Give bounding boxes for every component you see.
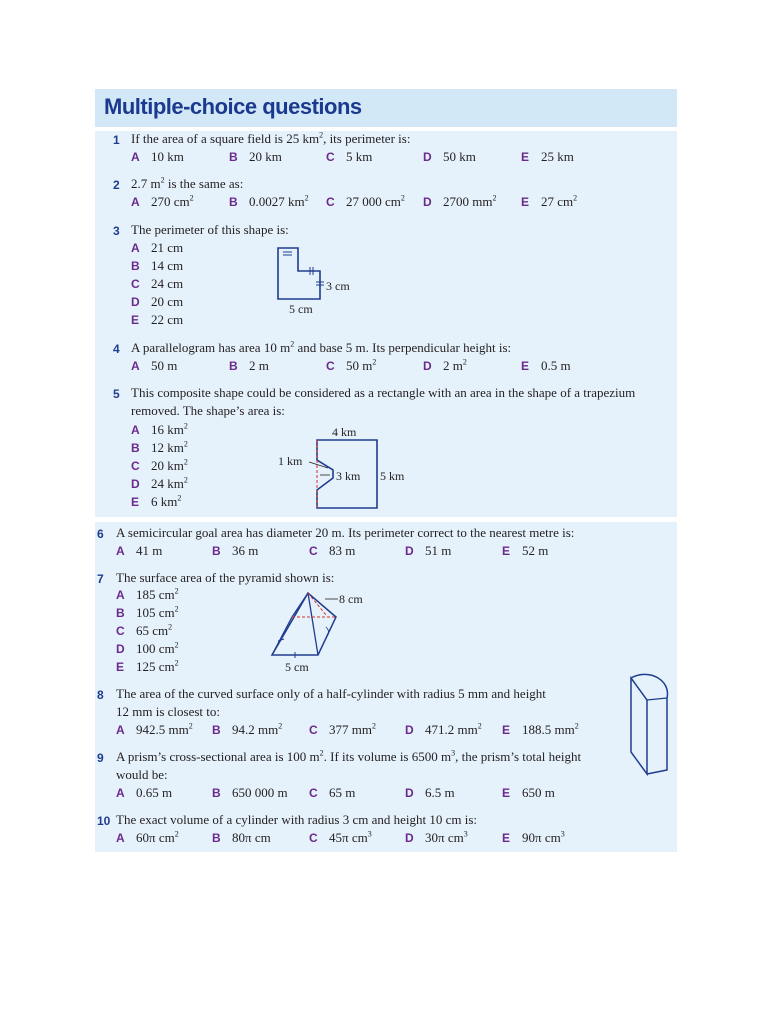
option-answer[interactable]: 27 $cm^2$ (541, 193, 578, 209)
option-letter-c[interactable]: C (116, 624, 125, 638)
option-answer[interactable]: 16 $km^2$ (151, 421, 188, 437)
option-letter-b[interactable]: B (229, 359, 238, 373)
option-letter-e[interactable]: E (131, 495, 140, 509)
option-answer[interactable]: 20 cm (151, 294, 184, 309)
option-letter-a[interactable]: A (116, 544, 125, 558)
option-answer[interactable]: 21 cm (151, 240, 184, 255)
question-number: 4 (113, 342, 120, 356)
option-letter-c[interactable]: C (131, 459, 140, 473)
question-text: The surface area of the pyramid shown is: (116, 570, 335, 585)
option-answer[interactable]: 2 m (249, 358, 269, 373)
option-letter-c[interactable]: C (309, 831, 318, 845)
question-number: 3 (113, 224, 120, 238)
option-letter-c[interactable]: C (309, 786, 318, 800)
option-answer[interactable]: 60π $cm^2$ (136, 829, 179, 845)
question-number: 9 (97, 751, 104, 765)
q8-half-cylinder-figure (625, 670, 677, 778)
option-answer[interactable]: 0.65 m (136, 785, 173, 800)
option-answer[interactable]: 51 m (425, 543, 452, 558)
question-number: 6 (97, 527, 104, 541)
question-text: This composite shape could be considered as a rectangle with an area in the shape of a trapezium (131, 385, 636, 400)
question-text: removed. The shape’s area is: (131, 403, 285, 418)
option-answer[interactable]: 36 m (232, 543, 259, 558)
option-answer[interactable]: 6 $km^2$ (151, 493, 182, 509)
option-letter-d[interactable]: D (405, 786, 414, 800)
option-letter-d[interactable]: D (131, 295, 140, 309)
option-letter-a[interactable]: A (131, 359, 140, 373)
option-letter-b[interactable]: B (131, 259, 140, 273)
option-answer[interactable]: 185 $cm^2$ (136, 586, 179, 602)
option-answer[interactable]: 10 km (151, 149, 184, 164)
option-letter-b[interactable]: B (229, 150, 238, 164)
option-letter-e[interactable]: E (502, 723, 511, 737)
question-text: The perimeter of this shape is: (131, 222, 289, 237)
option-answer[interactable]: 471.2 $mm^2$ (425, 721, 482, 737)
option-letter-c[interactable]: C (131, 277, 140, 291)
option-letter-b[interactable]: B (116, 606, 125, 620)
option-answer[interactable]: 80π cm (232, 830, 271, 845)
option-letter-d[interactable]: D (405, 831, 414, 845)
q7-figure (268, 587, 378, 677)
question-number: 7 (97, 572, 104, 586)
question-number: 10 (97, 814, 111, 828)
option-answer[interactable]: 100 $cm^2$ (136, 640, 179, 656)
q3-figure (270, 238, 370, 320)
option-answer[interactable]: 24 cm (151, 276, 184, 291)
option-letter-d[interactable]: D (405, 723, 414, 737)
option-letter-d[interactable]: D (116, 642, 125, 656)
option-letter-b[interactable]: B (212, 723, 221, 737)
option-letter-a[interactable]: A (131, 195, 140, 209)
option-letter-b[interactable]: B (131, 441, 140, 455)
option-answer[interactable]: 125 $cm^2$ (136, 658, 179, 674)
question-text: A semicircular goal area has diameter 20 m. Its perimeter correct to the nearest metre is: (116, 525, 575, 540)
question-text: If the area of a square field is 25 $km^2$, its perimeter is: (131, 130, 411, 146)
option-answer[interactable]: 22 cm (151, 312, 184, 327)
question-number: 8 (97, 688, 104, 702)
question-number: 2 (113, 178, 120, 192)
option-letter-b[interactable]: B (212, 831, 221, 845)
option-letter-a[interactable]: A (116, 786, 125, 800)
option-letter-e[interactable]: E (502, 544, 511, 558)
option-answer[interactable]: 0.5 m (541, 358, 571, 373)
option-letter-b[interactable]: B (229, 195, 238, 209)
option-letter-a[interactable]: A (131, 150, 140, 164)
option-letter-d[interactable]: D (405, 544, 414, 558)
option-letter-d[interactable]: D (131, 477, 140, 491)
option-letter-e[interactable]: E (521, 195, 530, 209)
option-answer[interactable]: 20 km (249, 149, 282, 164)
option-answer[interactable]: 25 km (541, 149, 574, 164)
option-letter-e[interactable]: E (521, 150, 530, 164)
q5-top-label: 4 km (332, 425, 357, 439)
option-answer[interactable]: 50 km (443, 149, 476, 164)
option-answer[interactable]: 5 km (346, 149, 373, 164)
option-answer[interactable]: 12 $km^2$ (151, 439, 188, 455)
option-answer[interactable]: 41 m (136, 543, 163, 558)
question-text: would be: (116, 767, 168, 782)
option-letter-e[interactable]: E (502, 831, 511, 845)
option-answer[interactable]: 377 $mm^2$ (329, 721, 376, 737)
option-answer[interactable]: 65 m (329, 785, 356, 800)
option-letter-a[interactable]: A (116, 723, 125, 737)
question-text: 2.7 $m^2$ is the same as: (131, 175, 244, 191)
q5-left-label: 1 km (278, 454, 303, 468)
option-answer[interactable]: 50 $m^2$ (346, 357, 377, 373)
q5-inner-label: 3 km (336, 469, 361, 483)
option-answer[interactable]: 0.0027 $km^2$ (249, 193, 309, 209)
question-text: The exact volume of a cylinder with radius 3 cm and height 10 cm is: (116, 812, 478, 827)
option-letter-d[interactable]: D (423, 195, 432, 209)
q3-side-label: 3 cm (326, 279, 350, 293)
option-letter-c[interactable]: C (326, 150, 335, 164)
option-answer[interactable]: 27 000 $cm^2$ (346, 193, 405, 209)
option-letter-a[interactable]: A (116, 831, 125, 845)
option-answer[interactable]: 20 $km^2$ (151, 457, 188, 473)
q3-base-label: 5 cm (289, 302, 313, 316)
option-answer[interactable]: 650 000 m (232, 785, 288, 800)
q5-right-label: 5 km (380, 469, 405, 483)
question-text: The area of the curved surface only of a half-cylinder with radius 5 mm and height (116, 686, 546, 701)
option-answer[interactable]: 90π $cm^3$ (522, 829, 565, 845)
q7-base-label: 5 cm (285, 660, 309, 674)
option-letter-d[interactable]: D (423, 359, 432, 373)
option-answer[interactable]: 188.5 $mm^2$ (522, 721, 579, 737)
option-letter-b[interactable]: B (212, 544, 221, 558)
option-letter-a[interactable]: A (116, 588, 125, 602)
option-answer[interactable]: 14 cm (151, 258, 184, 273)
question-text: A prism’s cross-sectional area is 100 $m^2$. If its volume is 6500 $m^3$, the prism’s total height (116, 748, 582, 764)
option-letter-c[interactable]: C (326, 359, 335, 373)
option-letter-e[interactable]: E (521, 359, 530, 373)
option-answer[interactable]: 50 m (151, 358, 178, 373)
option-letter-c[interactable]: C (309, 544, 318, 558)
q5-figure (270, 424, 420, 516)
option-answer[interactable]: 2700 $mm^2$ (443, 193, 497, 209)
question-text: A parallelogram has area 10 $m^2$ and base 5 m. Its perpendicular height is: (131, 339, 512, 355)
option-answer[interactable]: 30π $cm^3$ (425, 829, 468, 845)
question-number: 5 (113, 387, 120, 401)
option-letter-e[interactable]: E (131, 313, 140, 327)
option-letter-a[interactable]: A (131, 423, 140, 437)
option-letter-c[interactable]: C (309, 723, 318, 737)
option-answer[interactable]: 6.5 m (425, 785, 455, 800)
q7-slant-label: 8 cm (339, 592, 363, 606)
option-answer[interactable]: 52 m (522, 543, 549, 558)
option-answer[interactable]: 45π $cm^3$ (329, 829, 372, 845)
option-letter-d[interactable]: D (423, 150, 432, 164)
option-answer[interactable]: 65 $cm^2$ (136, 622, 173, 638)
option-answer[interactable]: 83 m (329, 543, 356, 558)
option-letter-c[interactable]: C (326, 195, 335, 209)
page-title: Multiple-choice questions (104, 94, 362, 119)
option-letter-e[interactable]: E (116, 660, 125, 674)
question-number: 1 (113, 133, 120, 147)
option-answer[interactable]: 24 $km^2$ (151, 475, 188, 491)
option-letter-a[interactable]: A (131, 241, 140, 255)
option-answer[interactable]: 270 $cm^2$ (151, 193, 194, 209)
question-text: 12 mm is closest to: (116, 704, 220, 719)
option-answer[interactable]: 650 m (522, 785, 555, 800)
option-answer[interactable]: 94.2 $mm^2$ (232, 721, 283, 737)
option-letter-b[interactable]: B (212, 786, 221, 800)
option-letter-e[interactable]: E (502, 786, 511, 800)
option-answer[interactable]: 942.5 $mm^2$ (136, 721, 193, 737)
option-answer[interactable]: 105 $cm^2$ (136, 604, 179, 620)
option-answer[interactable]: 2 $m^2$ (443, 357, 467, 373)
